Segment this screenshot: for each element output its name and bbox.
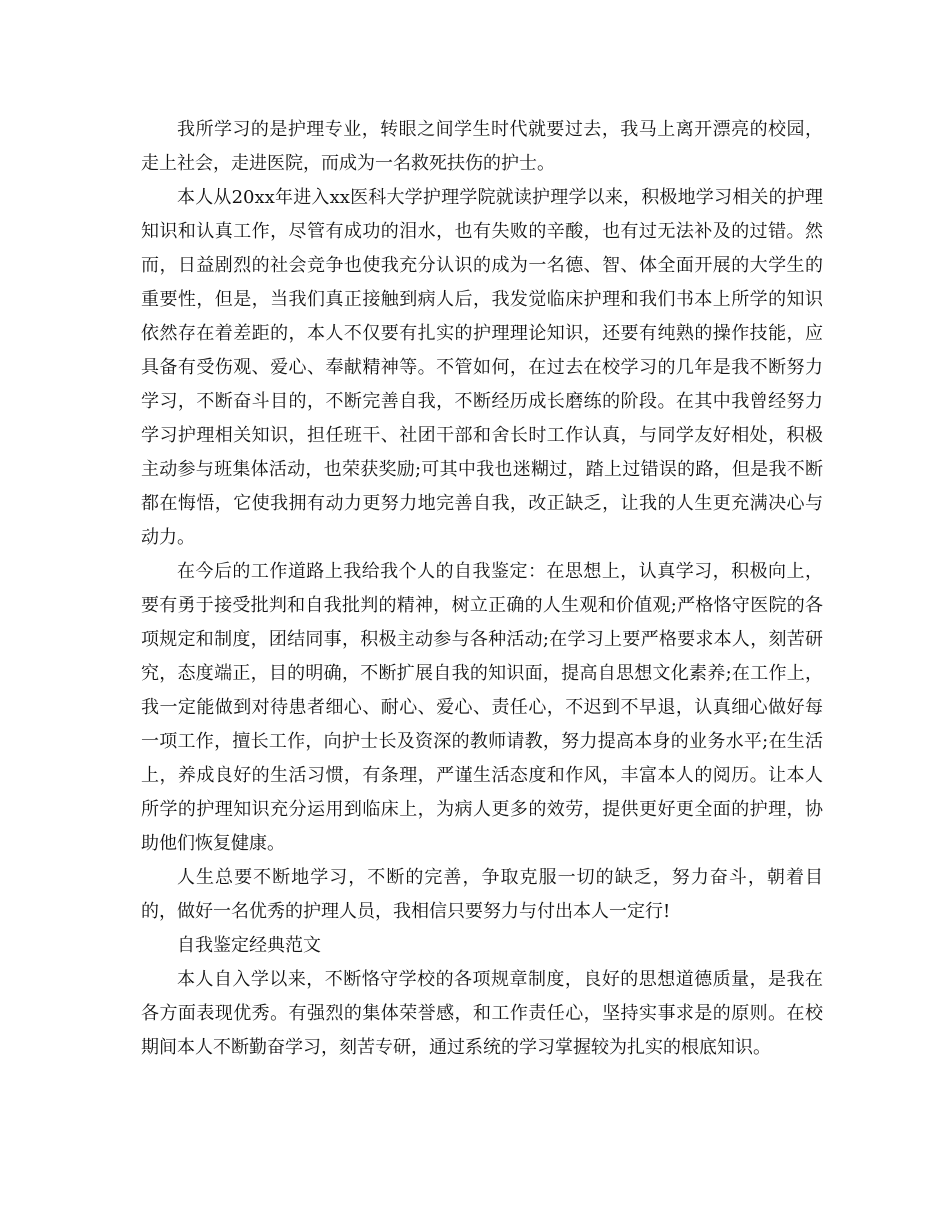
paragraph-conclusion: 人生总要不断地学习，不断的完善，争取克服一切的缺乏，努力奋斗，朝着目的，做好一名优秀的护理人员，我相信只要努力与付出本人一定行! [141, 867, 823, 922]
paragraph-intro: 我所学习的是护理专业，转眼之间学生时代就要过去，我马上离开漂亮的校园，走上社会，走进医院，而成为一名救死扶伤的护士。 [141, 119, 823, 174]
section-title: 自我鉴定经典范文 [177, 935, 321, 956]
paragraph-study-experience: 本人从20xx年进入xx医科大学护理学院就读护理学以来，积极地学习相关的护理知识和认真工作，尽管有成功的泪水，也有失败的辛酸，也有过无法补及的过错。然而，日益剧烈的社会竞争也使我充分认识的成为一名德、智、体全面开展的大学生的重要性，但是，当我们真正接触到病人后，我发觉临床护理和我们书本上所学的知识依然存在着差距的，本人不仅要有扎实的护理理论知识，还要有纯熟的操作技能，应具备有受伤观、爱心、奉献精神等。不管如何，在过去在校学习的几年是我不断努力学习，不断奋斗目的，不断完善自我，不断经历成长磨练的阶段。在其中我曾经努力学习护理相关知识，担任班干、社团干部和舍长时工作认真，与同学友好相处，积极主动参与班集体活动，也荣获奖励;可其中我也迷糊过，踏上过错误的路，但是我不断都在悔悟，它使我拥有动力更努力地完善自我，改正缺乏，让我的人生更充满决心与动力。 [141, 187, 823, 548]
paragraph-sample-text: 本人自入学以来，不断恪守学校的各项规章制度，良好的思想道德质量，是我在各方面表现优秀。有强烈的集体荣誉感，和工作责任心，坚持实事求是的原则。在校期间本人不断勤奋学习，刻苦专研，通过系统的学习掌握较为扎实的根底知识。 [141, 969, 823, 1058]
paragraph-future-self-assessment: 在今后的工作道路上我给我个人的自我鉴定：在思想上，认真学习，积极向上，要有勇于接受批判和自我批判的精神，树立正确的人生观和价值观;严格恪守医院的各项规定和制度，团结同事，积极主动参与各种活动;在学习上要严格要求本人，刻苦研究，态度端正，目的明确，不断扩展自我的知识面，提高自思想文化素养;在工作上，我一定能做到对待患者细心、耐心、爱心、责任心，不迟到不早退，认真细心做好每一项工作，擅长工作，向护士长及资深的教师请教，努力提高本身的业务水平;在生活上，养成良好的生活习惯，有条理，严谨生活态度和作风，丰富本人的阅历。让本人所学的护理知识充分运用到临床上，为病人更多的效劳，提供更好更全面的护理，协助他们恢复健康。 [141, 561, 823, 854]
document-body [141, 113, 823, 1065]
